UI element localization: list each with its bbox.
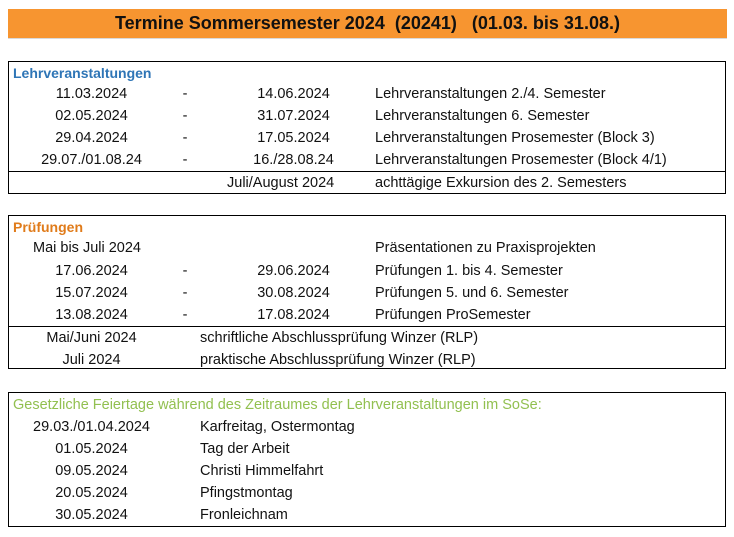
- lehrveranstaltungen-section: [8, 61, 726, 194]
- range-dash: -: [182, 263, 188, 279]
- range-dash: -: [182, 285, 188, 301]
- date-to: 30.08.2024: [257, 285, 330, 301]
- holiday-name: Fronleichnam: [200, 507, 288, 523]
- section-heading-feiertage: Gesetzliche Feiertage während des Zeitraumes der Lehrveranstaltungen im SoSe:: [13, 397, 542, 413]
- range-dash: -: [182, 130, 188, 146]
- date-period: Juli 2024: [62, 352, 121, 368]
- date-from: 29.04.2024: [55, 130, 128, 146]
- section-heading-lehrveranstaltungen: Lehrveranstaltungen: [13, 65, 152, 81]
- description: Prüfungen 5. und 6. Semester: [375, 285, 569, 301]
- date-from: 11.03.2024: [55, 86, 128, 102]
- range-dash: -: [182, 307, 188, 323]
- description: Präsentationen zu Praxisprojekten: [375, 240, 596, 256]
- range-dash: -: [182, 86, 188, 102]
- holiday-name: Tag der Arbeit: [200, 441, 290, 457]
- date-period: Mai bis Juli 2024: [33, 240, 141, 256]
- holiday-name: Karfreitag, Ostermontag: [200, 419, 355, 435]
- holiday-date: 20.05.2024: [55, 485, 128, 501]
- description: Lehrveranstaltungen 6. Semester: [375, 108, 590, 124]
- description: achttägige Exkursion des 2. Semesters: [375, 175, 627, 191]
- date-period: Juli/August 2024: [227, 175, 335, 191]
- holiday-name: Christi Himmelfahrt: [200, 463, 324, 479]
- date-from: 15.07.2024: [55, 285, 128, 301]
- range-dash: -: [182, 152, 188, 168]
- description: Lehrveranstaltungen Prosemester (Block 3): [375, 130, 655, 146]
- feiertage-section: [8, 392, 726, 527]
- date-to: 17.05.2024: [257, 130, 330, 146]
- range-dash: -: [182, 108, 188, 124]
- row-divider: [9, 171, 725, 172]
- description: schriftliche Abschlussprüfung Winzer (RLP): [200, 330, 479, 346]
- holiday-date: 01.05.2024: [55, 441, 128, 457]
- description: Lehrveranstaltungen 2./4. Semester: [375, 86, 606, 102]
- description: Lehrveranstaltungen Prosemester (Block 4/1): [375, 152, 667, 168]
- description: Prüfungen 1. bis 4. Semester: [375, 263, 563, 279]
- date-period: Mai/Juni 2024: [46, 330, 137, 346]
- date-from: 29.07./01.08.24: [41, 152, 142, 168]
- description: praktische Abschlussprüfung Winzer (RLP): [200, 352, 476, 368]
- row-divider: [9, 326, 725, 327]
- holiday-date: 29.03./01.04.2024: [33, 419, 150, 435]
- description: Prüfungen ProSemester: [375, 307, 531, 323]
- date-from: 17.06.2024: [55, 263, 128, 279]
- pruefungen-section: [8, 215, 726, 369]
- date-from: 02.05.2024: [55, 108, 128, 124]
- section-heading-pruefungen: Prüfungen: [13, 219, 83, 235]
- holiday-date: 30.05.2024: [55, 507, 128, 523]
- date-to: 17.08.2024: [257, 307, 330, 323]
- date-to: 14.06.2024: [257, 86, 330, 102]
- date-from: 13.08.2024: [55, 307, 128, 323]
- date-to: 31.07.2024: [257, 108, 330, 124]
- page-title: Termine Sommersemester 2024 (20241) (01.03. bis 31.08.): [8, 9, 727, 39]
- date-to: 16./28.08.24: [253, 152, 334, 168]
- holiday-name: Pfingstmontag: [200, 485, 293, 501]
- date-to: 29.06.2024: [257, 263, 330, 279]
- holiday-date: 09.05.2024: [55, 463, 128, 479]
